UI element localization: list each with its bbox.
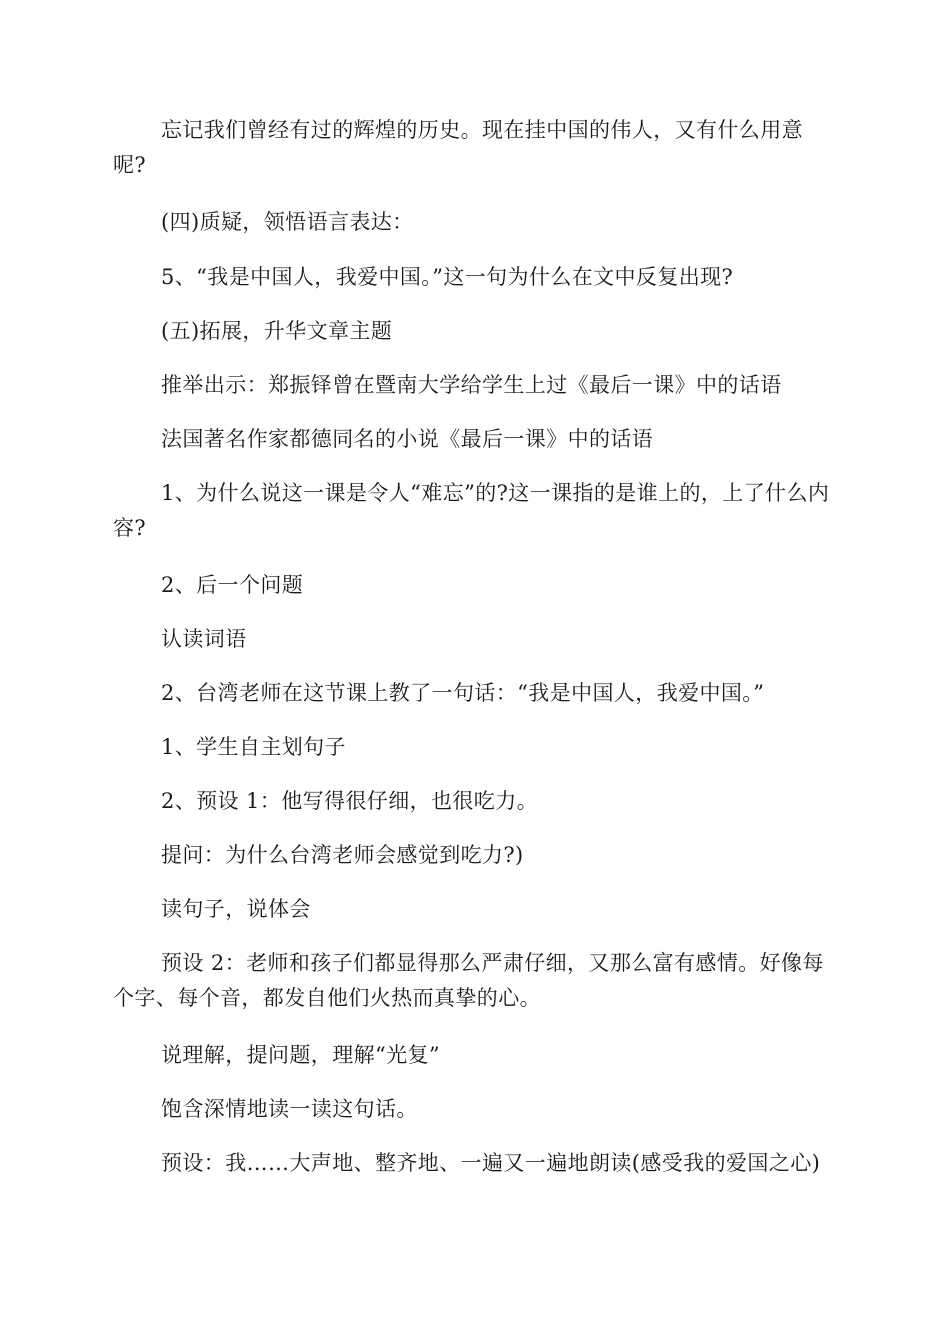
- paragraph-7: 1、为什么说这一课是令人“难忘”的?这一课指的是谁上的，上了什么内容?: [113, 481, 830, 540]
- paragraph-5: 推举出示：郑振铎曾在暨南大学给学生上过《最后一课》中的话语: [161, 373, 782, 397]
- paragraph-4: (五)拓展，升华文章主题: [161, 319, 393, 343]
- paragraph-14: 读句子，说体会: [161, 897, 311, 921]
- paragraph-13: 提问：为什么台湾老师会感觉到吃力?): [161, 843, 524, 867]
- paragraph-12: 2、预设 1：他写得很仔细，也很吃力。: [161, 789, 538, 813]
- paragraph-11: 1、学生自主划句子: [161, 735, 346, 759]
- paragraph-17: 饱含深情地读一读这句话。: [161, 1097, 418, 1121]
- paragraph-10: 2、台湾老师在这节课上教了一句话：“我是中国人，我爱中国。”: [161, 681, 765, 705]
- paragraph-1: 忘记我们曾经有过的辉煌的历史。现在挂中国的伟人，又有什么用意呢?: [113, 118, 803, 177]
- paragraph-3: 5、“我是中国人，我爱中国。”这一句为什么在文中反复出现?: [161, 265, 734, 289]
- paragraph-16: 说理解，提问题，理解“光复”: [161, 1043, 441, 1067]
- paragraph-18: 预设：我……大声地、整齐地、一遍又一遍地朗读(感受我的爱国之心): [161, 1151, 821, 1175]
- paragraph-8: 2、后一个问题: [161, 573, 304, 597]
- paragraph-15: 预设 2：老师和孩子们都显得那么严肃仔细，又那么富有感情。好像每个字、每个音，都发自他们火热而真挚的心。: [113, 951, 824, 1010]
- paragraph-2: (四)质疑，领悟语言表达：: [161, 210, 414, 234]
- paragraph-9: 认读词语: [161, 627, 247, 651]
- paragraph-6: 法国著名作家都德同名的小说《最后一课》中的话语: [161, 427, 654, 451]
